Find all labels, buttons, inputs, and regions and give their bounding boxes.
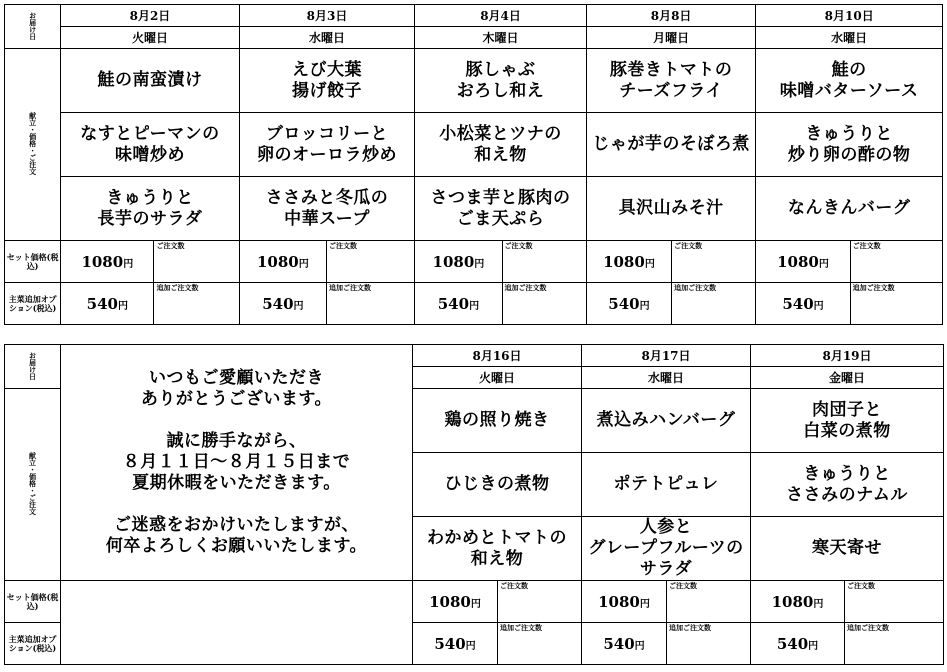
order-count-field[interactable]: ご注文数 xyxy=(850,241,942,283)
set-price-header: セット価格(税込) xyxy=(5,241,61,283)
option-price: 540円 xyxy=(61,283,154,325)
set-price: 1080円 xyxy=(756,241,850,283)
order-count-field[interactable]: ご注文数 xyxy=(327,241,415,283)
dish-extra: きゅうりと 長芋のサラダ xyxy=(61,177,240,241)
delivery-date: 8月2日 xyxy=(61,5,240,27)
set-price-header: セット価格(税込) xyxy=(5,581,61,623)
dish-main: 煮込みハンバーグ xyxy=(582,389,751,453)
dish-main: 肉団子と 白菜の煮物 xyxy=(751,389,944,453)
dish-side: じゃが芋のそぼろ煮 xyxy=(586,113,756,177)
delivery-date: 8月3日 xyxy=(239,5,415,27)
order-count-field[interactable]: ご注文数 xyxy=(845,581,944,623)
menu-header: 献立・価格・ご注文 xyxy=(5,49,61,241)
dish-extra: わかめとトマトの 和え物 xyxy=(413,517,582,581)
weekday: 金曜日 xyxy=(751,367,944,389)
order-count-field[interactable]: ご注文数 xyxy=(502,241,586,283)
weekday: 水曜日 xyxy=(582,367,751,389)
dish-main: えび大葉 揚げ餃子 xyxy=(239,49,415,113)
set-price: 1080円 xyxy=(61,241,154,283)
dish-extra: なんきんバーグ xyxy=(756,177,943,241)
delivery-date-header: お届け日 xyxy=(5,345,61,389)
order-count-field[interactable]: ご注文数 xyxy=(498,581,582,623)
dish-side: 小松菜とツナの 和え物 xyxy=(415,113,587,177)
set-price: 1080円 xyxy=(239,241,326,283)
option-price-header: 主菜追加オプション(税込) xyxy=(5,283,61,325)
menu-header: 献立・価格・ご注文 xyxy=(5,389,61,581)
weekday: 水曜日 xyxy=(756,27,943,49)
delivery-date: 8月10日 xyxy=(756,5,943,27)
dish-main: 鮭の 味噌バターソース xyxy=(756,49,943,113)
weekday: 火曜日 xyxy=(413,367,582,389)
weekday: 木曜日 xyxy=(415,27,587,49)
delivery-date: 8月8日 xyxy=(586,5,756,27)
dish-main: 豚巻きトマトの チーズフライ xyxy=(586,49,756,113)
option-price: 540円 xyxy=(413,623,498,665)
dish-extra: 具沢山みそ汁 xyxy=(586,177,756,241)
holiday-notice xyxy=(61,345,413,581)
set-price: 1080円 xyxy=(415,241,502,283)
dish-extra: ささみと冬瓜の 中華スープ xyxy=(239,177,415,241)
dish-extra: 人参と グレープフルーツの サラダ xyxy=(582,517,751,581)
dish-side: ブロッコリーと 卵のオーロラ炒め xyxy=(239,113,415,177)
delivery-date: 8月19日 xyxy=(751,345,944,367)
set-price: 1080円 xyxy=(586,241,671,283)
order-count-field[interactable]: ご注文数 xyxy=(667,581,751,623)
order-count-field[interactable]: ご注文数 xyxy=(154,241,239,283)
dish-main: 鶏の照り焼き xyxy=(413,389,582,453)
order-count-field[interactable]: ご注文数 xyxy=(672,241,756,283)
add-order-count-field[interactable]: 追加ご注文数 xyxy=(327,283,415,325)
option-price: 540円 xyxy=(756,283,850,325)
dish-side: きゅうりと 炒り卵の酢の物 xyxy=(756,113,943,177)
notice-paragraph: いつもご愛顧いただき ありがとうございます。 xyxy=(140,368,333,409)
add-order-count-field[interactable]: 追加ご注文数 xyxy=(667,623,751,665)
notice-blank xyxy=(61,581,413,665)
delivery-date: 8月16日 xyxy=(413,345,582,367)
weekday: 月曜日 xyxy=(586,27,756,49)
add-order-count-field[interactable]: 追加ご注文数 xyxy=(154,283,239,325)
weekday: 水曜日 xyxy=(239,27,415,49)
option-price: 540円 xyxy=(239,283,326,325)
delivery-date: 8月17日 xyxy=(582,345,751,367)
option-price: 540円 xyxy=(582,623,667,665)
add-order-count-field[interactable]: 追加ご注文数 xyxy=(498,623,582,665)
dish-side: ひじきの煮物 xyxy=(413,453,582,517)
option-price: 540円 xyxy=(415,283,502,325)
delivery-date: 8月4日 xyxy=(415,5,587,27)
menu-table-week1 xyxy=(4,4,943,325)
add-order-count-field[interactable]: 追加ご注文数 xyxy=(845,623,944,665)
dish-extra: 寒天寄せ xyxy=(751,517,944,581)
dish-side: なすとピーマンの 味噌炒め xyxy=(61,113,240,177)
dish-main: 鮭の南蛮漬け xyxy=(61,49,240,113)
option-price: 540円 xyxy=(586,283,671,325)
option-price-header: 主菜追加オプション(税込) xyxy=(5,623,61,665)
weekday: 火曜日 xyxy=(61,27,240,49)
set-price: 1080円 xyxy=(751,581,845,623)
notice-paragraph: ご迷惑をおかけいたしますが、 何卒よろしくお願いいたします。 xyxy=(105,515,368,556)
add-order-count-field[interactable]: 追加ご注文数 xyxy=(850,283,942,325)
dish-extra: さつま芋と豚肉の ごま天ぷら xyxy=(415,177,587,241)
option-price: 540円 xyxy=(751,623,845,665)
set-price: 1080円 xyxy=(413,581,498,623)
add-order-count-field[interactable]: 追加ご注文数 xyxy=(672,283,756,325)
dish-main: 豚しゃぶ おろし和え xyxy=(415,49,587,113)
add-order-count-field[interactable]: 追加ご注文数 xyxy=(502,283,586,325)
delivery-date-header: お届け日 xyxy=(5,5,61,49)
dish-side: きゅうりと ささみのナムル xyxy=(751,453,944,517)
dish-side: ポテトピュレ xyxy=(582,453,751,517)
menu-table-week2 xyxy=(4,344,944,665)
set-price: 1080円 xyxy=(582,581,667,623)
notice-paragraph: 誠に勝手ながら、 ８月１１日～８月１５日まで 夏期休暇をいただきます。 xyxy=(122,431,351,493)
